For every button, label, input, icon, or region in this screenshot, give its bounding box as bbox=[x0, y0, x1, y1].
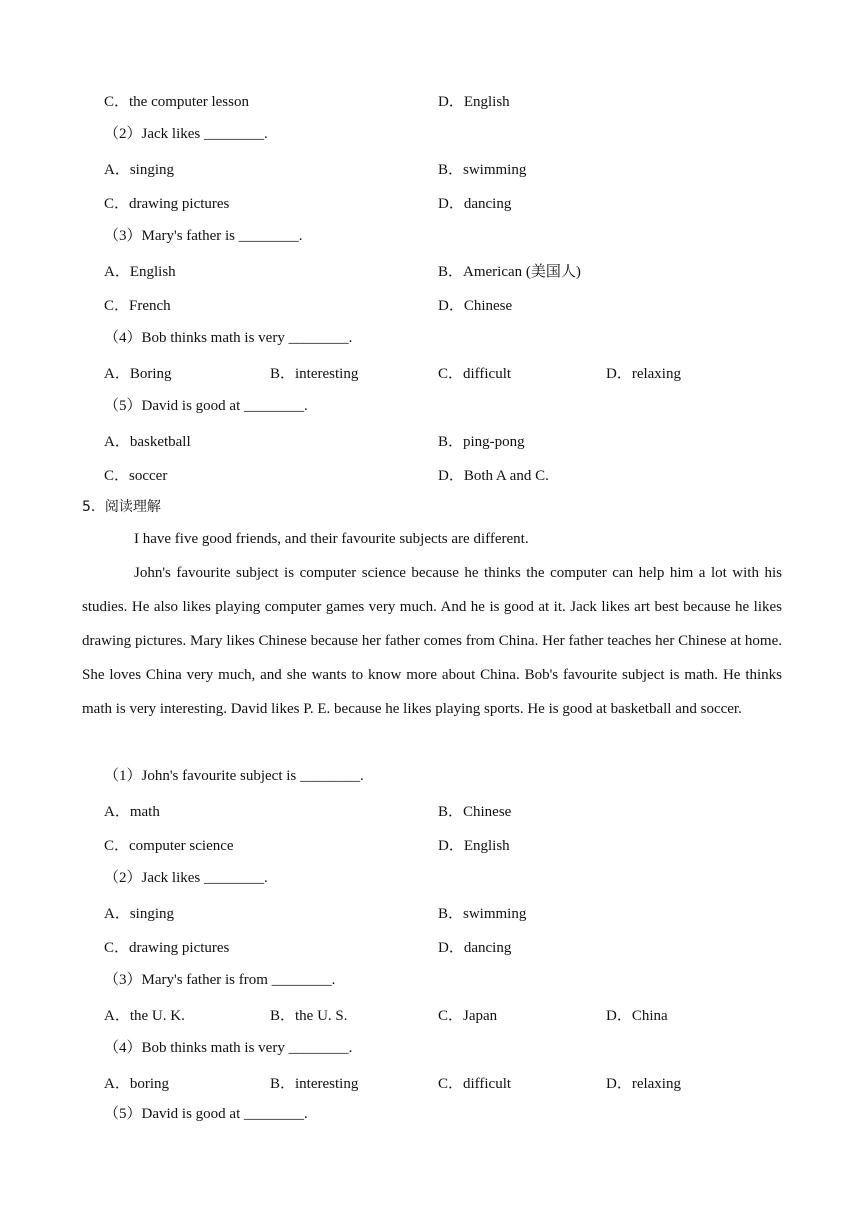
option-a: A．singing bbox=[104, 906, 175, 922]
option-row bbox=[0, 192, 860, 212]
option-b: B．interesting bbox=[270, 366, 359, 382]
option-row bbox=[0, 1072, 860, 1092]
option-b: B．Chinese bbox=[438, 804, 512, 820]
question-stem: （3）Mary's father is from ________. bbox=[104, 972, 336, 988]
option-row bbox=[0, 430, 860, 450]
option-a: A．singing bbox=[104, 162, 175, 178]
option-d: D．relaxing bbox=[606, 1076, 681, 1092]
option-b: B．swimming bbox=[438, 906, 527, 922]
option-d: D．China bbox=[606, 1008, 668, 1024]
question-stem: （5）David is good at ________. bbox=[104, 398, 308, 414]
option-row bbox=[0, 464, 860, 484]
option-d: D．dancing bbox=[438, 196, 512, 212]
option-row bbox=[0, 362, 860, 382]
section-heading: 5．阅读理解 bbox=[82, 499, 161, 515]
option-row bbox=[0, 90, 860, 110]
option-c: C．computer science bbox=[104, 838, 234, 854]
option-d: D．English bbox=[438, 94, 510, 110]
option-row bbox=[0, 834, 860, 854]
option-b: B．swimming bbox=[438, 162, 527, 178]
option-c: C．drawing pictures bbox=[104, 940, 230, 956]
option-a: A．English bbox=[104, 264, 176, 280]
option-c: C．soccer bbox=[104, 468, 168, 484]
question-stem: （3）Mary's father is ________. bbox=[104, 228, 303, 244]
option-d: D．relaxing bbox=[606, 366, 681, 382]
option-d: D．dancing bbox=[438, 940, 512, 956]
question-stem: （4）Bob thinks math is very ________. bbox=[104, 330, 353, 346]
option-row bbox=[0, 294, 860, 314]
reading-paragraph: I have five good friends, and their favourite subjects are different. bbox=[134, 531, 529, 547]
option-c: C．difficult bbox=[438, 1076, 512, 1092]
option-b: B．interesting bbox=[270, 1076, 359, 1092]
option-row bbox=[0, 260, 860, 280]
option-b: B．American (美国人) bbox=[438, 264, 581, 280]
option-c: C．the computer lesson bbox=[104, 94, 249, 110]
option-a: A．Boring bbox=[104, 366, 172, 382]
question-stem: （1）John's favourite subject is ________. bbox=[104, 768, 364, 784]
question-stem: （2）Jack likes ________. bbox=[104, 870, 268, 886]
option-c: C．drawing pictures bbox=[104, 196, 230, 212]
option-a: A．math bbox=[104, 804, 160, 820]
question-stem: （4）Bob thinks math is very ________. bbox=[104, 1040, 353, 1056]
question-stem: （2）Jack likes ________. bbox=[104, 126, 268, 142]
option-row bbox=[0, 158, 860, 178]
option-c: C．Japan bbox=[438, 1008, 498, 1024]
option-b: B．ping-pong bbox=[438, 434, 525, 450]
option-d: D．English bbox=[438, 838, 510, 854]
option-row bbox=[0, 1004, 860, 1024]
option-c: C．French bbox=[104, 298, 171, 314]
option-c: C．difficult bbox=[438, 366, 512, 382]
option-row bbox=[0, 902, 860, 922]
reading-paragraph: John's favourite subject is computer science because he thinks the computer can help him a lot with his studies. He also likes playing computer games very much. And he is good at it. Jack likes art best because he likes drawing pictures. Mary likes Chinese because her father comes from China. Her father teaches her Chinese at home. She loves China very much, and she wants to know more about China. Bob's favourite subject is math. He thinks math is very interesting. David likes P. E. because he likes playing sports. He is good at basketball and soccer. bbox=[82, 565, 782, 717]
option-a: A．the U. K. bbox=[104, 1008, 185, 1024]
question-stem: （5）David is good at ________. bbox=[104, 1106, 308, 1122]
option-a: A．basketball bbox=[104, 434, 191, 450]
option-d: D．Both A and C. bbox=[438, 468, 549, 484]
option-d: D．Chinese bbox=[438, 298, 513, 314]
option-row bbox=[0, 936, 860, 956]
option-a: A．boring bbox=[104, 1076, 169, 1092]
option-row bbox=[0, 800, 860, 820]
option-b: B．the U. S. bbox=[270, 1008, 348, 1024]
